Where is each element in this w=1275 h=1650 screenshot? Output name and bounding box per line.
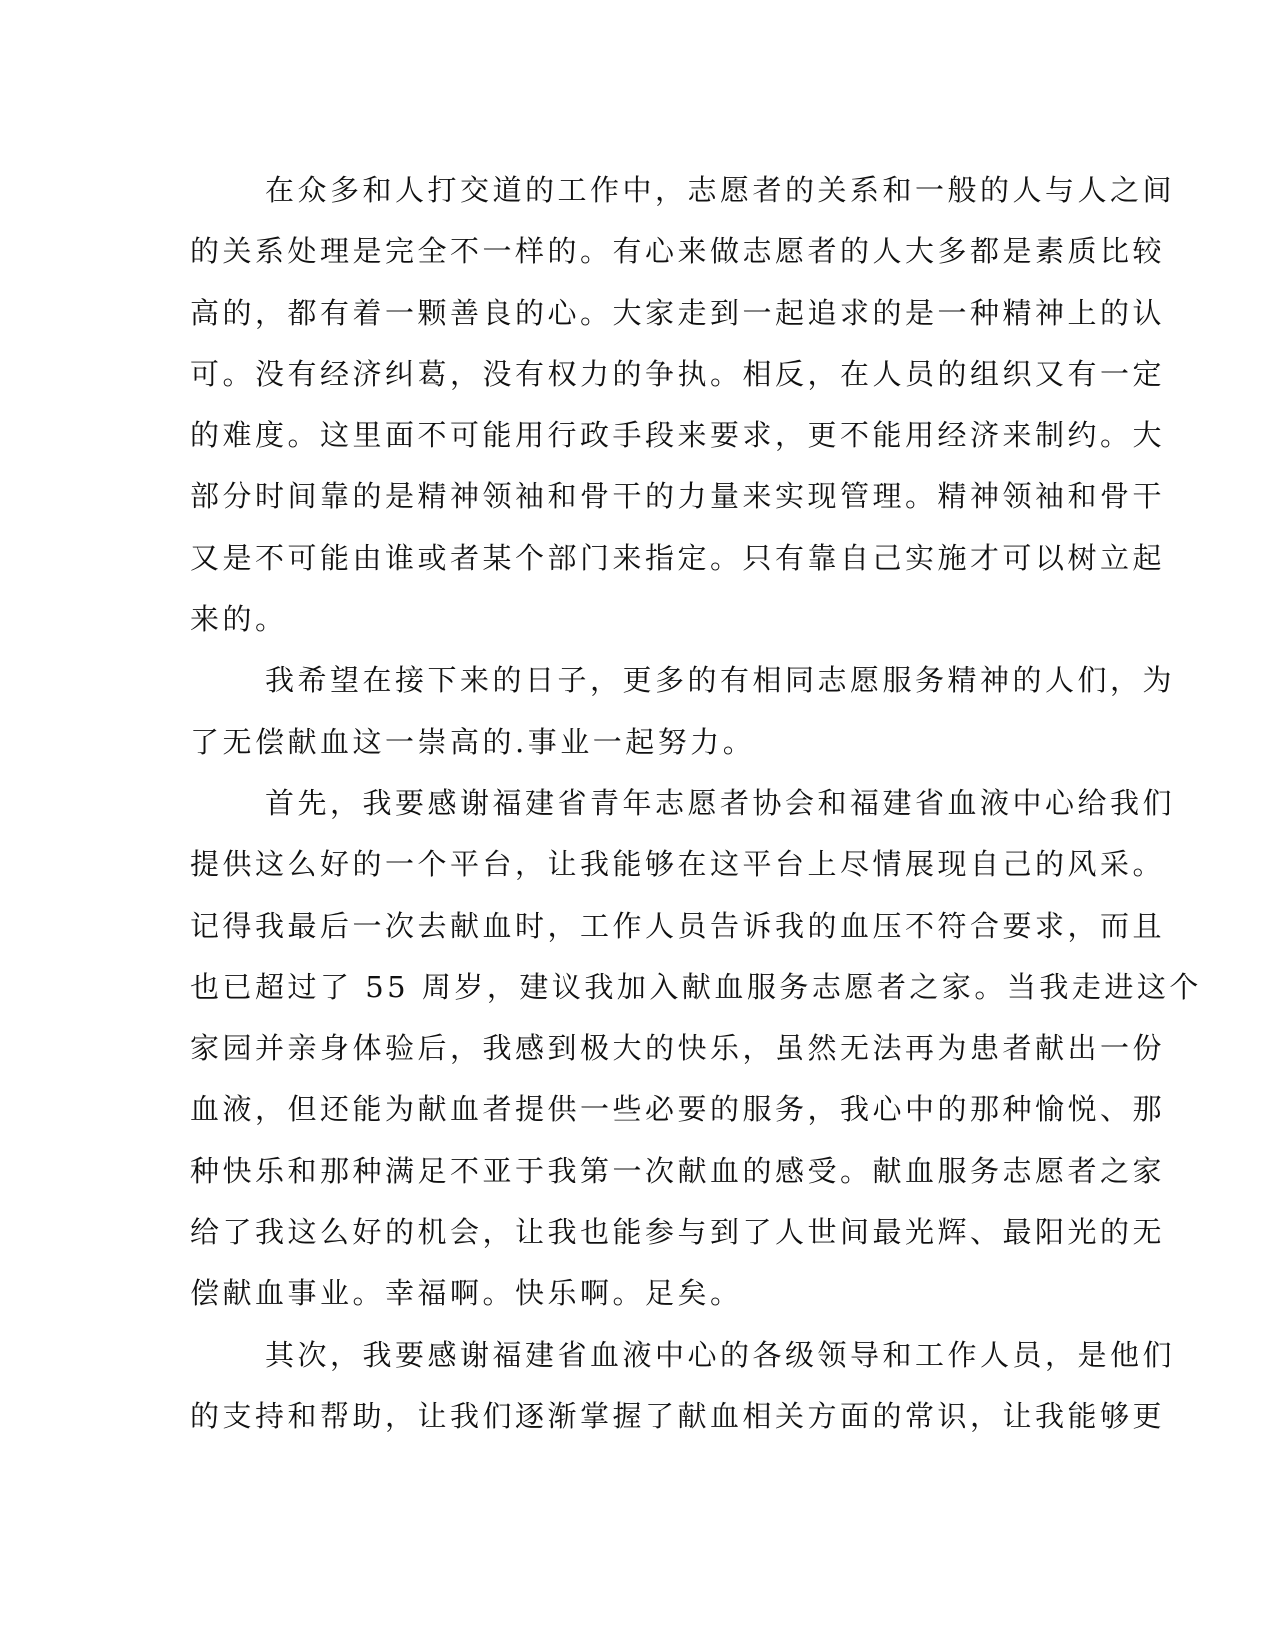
text-line: 种快乐和那种满足不亚于我第一次献血的感受。献血服务志愿者之家 (190, 1153, 1166, 1188)
text-line: 的关系处理是完全不一样的。有心来做志愿者的人大多都是素质比较 (190, 234, 1166, 269)
text-line: 也已超过了 55 周岁，建议我加入献血服务志愿者之家。当我走进这个 (190, 969, 1202, 1004)
text-line: 来的。 (190, 602, 288, 637)
text-line: 提供这么好的一个平台，让我能够在这平台上尽情展现自己的风采。 (190, 847, 1166, 882)
text-line: 偿献血事业。幸福啊。快乐啊。足矣。 (190, 1276, 743, 1311)
text-line: 的难度。这里面不可能用行政手段来要求，更不能用经济来制约。大 (190, 418, 1166, 453)
text-line: 又是不可能由谁或者某个部门来指定。只有靠自己实施才可以树立起 (190, 540, 1166, 575)
text-line: 的支持和帮助，让我们逐渐掌握了献血相关方面的常识，让我能够更 (190, 1398, 1166, 1433)
text-line: 血液，但还能为献血者提供一些必要的服务，我心中的那种愉悦、那 (190, 1092, 1166, 1127)
paragraph-volunteer-relations (190, 160, 1176, 650)
text-line: 了无偿献血这一崇高的.事业一起努力。 (190, 724, 756, 759)
text-line: 部分时间靠的是精神领袖和骨干的力量来实现管理。精神领袖和骨干 (190, 479, 1166, 514)
text-line: 高的，都有着一颗善良的心。大家走到一起追求的是一种精神上的认 (190, 295, 1166, 330)
paragraph-first-thanks (190, 773, 1202, 1325)
text-line: 记得我最后一次去献血时，工作人员告诉我的血压不符合要求，而且 (190, 908, 1166, 943)
text-line: 其次，我要感谢福建省血液中心的各级领导和工作人员，是他们 (265, 1337, 1176, 1372)
text-line: 给了我这么好的机会，让我也能参与到了人世间最光辉、最阳光的无 (190, 1215, 1166, 1250)
text-line: 家园并亲身体验后，我感到极大的快乐，虽然无法再为患者献出一份 (190, 1031, 1166, 1066)
paragraph-second-thanks (190, 1325, 1176, 1448)
text-line: 我希望在接下来的日子，更多的有相同志愿服务精神的人们，为 (265, 663, 1176, 698)
text-line: 可。没有经济纠葛，没有权力的争执。相反，在人员的组织又有一定 (190, 356, 1166, 391)
document-body (190, 160, 1202, 1447)
text-line: 首先，我要感谢福建省青年志愿者协会和福建省血液中心给我们 (265, 785, 1176, 820)
text-line: 在众多和人打交道的工作中，志愿者的关系和一般的人与人之间 (265, 173, 1176, 207)
paragraph-hope (190, 650, 1176, 773)
